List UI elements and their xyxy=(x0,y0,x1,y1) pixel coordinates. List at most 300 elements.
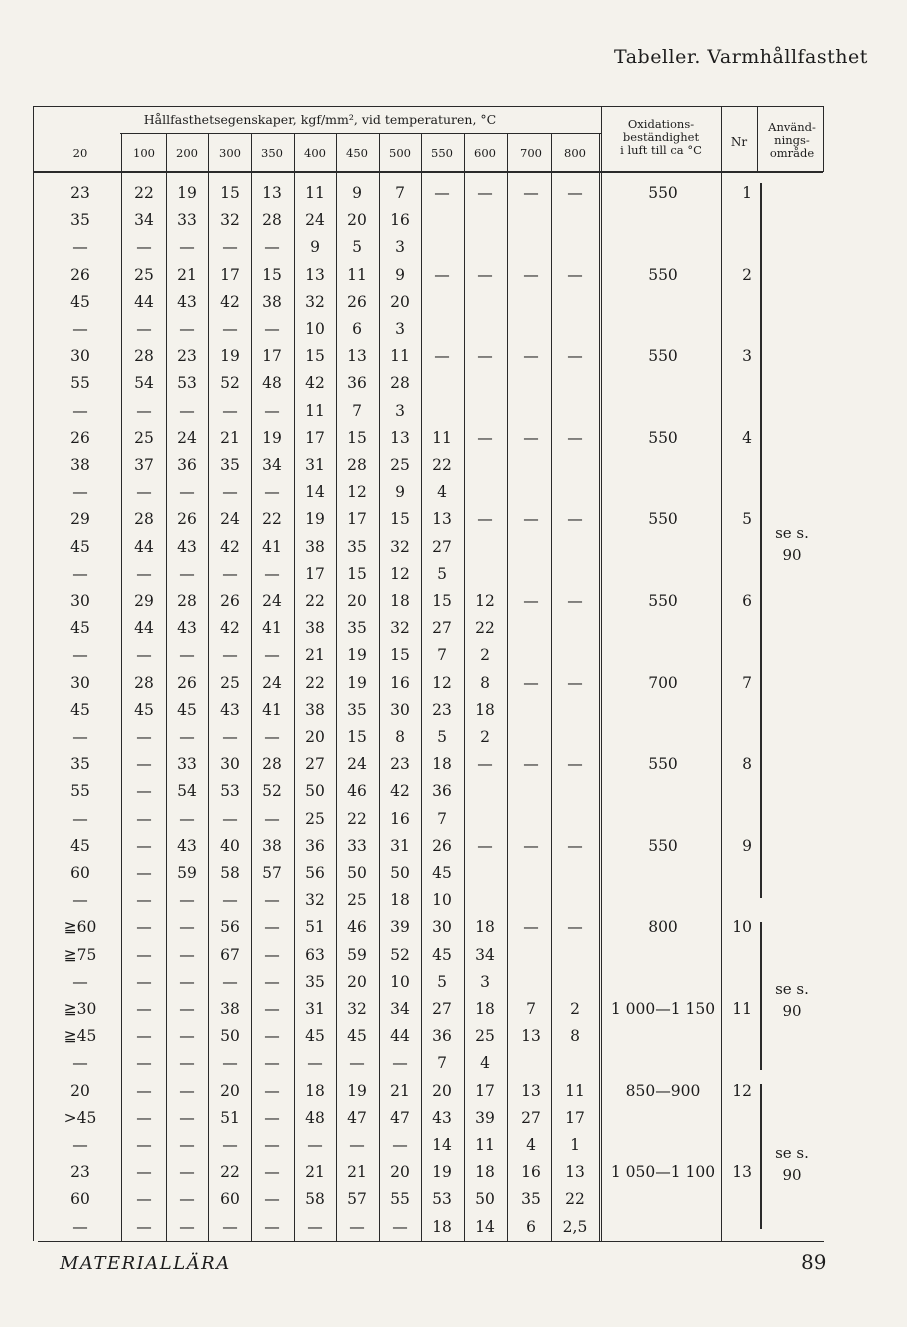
table-cell: 16 xyxy=(390,673,410,692)
table-cell: 11 xyxy=(390,347,410,366)
table-cell: 13 xyxy=(390,428,410,447)
table-cell: 25 xyxy=(220,673,240,692)
nr-right-rule xyxy=(757,106,758,172)
table-cell: 17 xyxy=(347,510,367,529)
table-cell: 31 xyxy=(390,836,410,855)
table-cell: — xyxy=(523,592,539,610)
use-area-brace xyxy=(760,1084,762,1229)
table-cell: 34 xyxy=(390,1000,410,1018)
oxidation-value: 550 xyxy=(648,265,678,284)
table-cell: — xyxy=(136,564,152,583)
table-cell: 28 xyxy=(347,456,367,474)
table-cell: 13 xyxy=(521,1081,541,1100)
table-cell: 32 xyxy=(390,537,410,556)
table-cell: 28 xyxy=(390,374,410,393)
table-cell: — xyxy=(179,891,195,910)
use-note-page: 90 xyxy=(782,1002,802,1020)
table-cell: 20 xyxy=(305,728,325,746)
group-header: Hållfasthetsegenskaper, kgf/mm², vid temperaturen, °C xyxy=(143,112,497,127)
table-cell: — xyxy=(392,1136,408,1154)
temperature-subheader-rule xyxy=(120,133,601,134)
table-cell: 56 xyxy=(305,864,325,882)
table-cell: — xyxy=(264,728,280,746)
right-border xyxy=(823,106,824,172)
table-cell: 20 xyxy=(347,211,367,230)
table-cell: — xyxy=(567,347,583,366)
table-cell: 2,5 xyxy=(562,1217,588,1236)
table-cell: 38 xyxy=(262,292,282,311)
oxidation-value: 550 xyxy=(648,428,678,447)
table-cell: 42 xyxy=(220,537,240,556)
table-cell: 22 xyxy=(347,809,367,828)
table-cell: — xyxy=(179,1217,195,1236)
table-cell: 5 xyxy=(437,972,447,991)
table-cell: 21 xyxy=(390,1081,410,1100)
table-cell: — xyxy=(477,265,493,284)
table-cell: 22 xyxy=(305,673,325,692)
table-cell: — xyxy=(523,510,539,529)
table-cell: — xyxy=(136,483,152,502)
table-cell: 32 xyxy=(347,1000,367,1018)
table-cell: 25 xyxy=(475,1027,495,1046)
table-cell: 22 xyxy=(305,592,325,610)
table-cell: — xyxy=(179,1136,195,1154)
table-cell: — xyxy=(222,320,238,338)
table-cell: — xyxy=(349,1217,365,1236)
table-cell: 11 xyxy=(305,184,325,202)
table-cell: 17 xyxy=(565,1108,585,1127)
table-cell: 52 xyxy=(390,945,410,964)
table-cell: 16 xyxy=(390,211,410,230)
table-cell: 28 xyxy=(134,673,154,692)
table-cell: 40 xyxy=(220,836,240,855)
table-cell: — xyxy=(222,972,238,991)
table-cell: 18 xyxy=(390,891,410,910)
table-cell: 45 xyxy=(177,700,197,719)
table-cell: 20 xyxy=(390,292,410,311)
table-cell: 45 xyxy=(70,537,90,556)
table-cell: 42 xyxy=(220,292,240,311)
table-cell: 47 xyxy=(390,1108,410,1127)
table-cell: 7 xyxy=(437,809,447,828)
table-cell: 36 xyxy=(432,782,452,801)
table-cell: — xyxy=(264,972,280,991)
row-number: 1 xyxy=(742,184,752,202)
table-cell: — xyxy=(222,483,238,502)
table-cell: 42 xyxy=(390,782,410,801)
table-cell: 43 xyxy=(220,700,240,719)
table-cell: 15 xyxy=(220,184,240,202)
table-cell: 28 xyxy=(134,347,154,366)
table-cell: — xyxy=(179,564,195,583)
table-cell: — xyxy=(477,510,493,529)
use-area-brace xyxy=(760,922,762,1070)
table-cell: 44 xyxy=(134,292,154,311)
page-number: 89 xyxy=(801,1250,827,1274)
table-cell: 17 xyxy=(475,1081,495,1100)
row-number: 13 xyxy=(732,1163,752,1182)
table-cell: 9 xyxy=(310,238,320,257)
table-cell: 22 xyxy=(220,1163,240,1182)
table-cell: 38 xyxy=(70,456,90,474)
table-cell: 5 xyxy=(352,238,362,257)
table-cell: 50 xyxy=(475,1190,495,1209)
table-cell: — xyxy=(264,1108,280,1127)
oxidation-header xyxy=(603,118,719,157)
table-cell: 30 xyxy=(432,918,452,937)
table-cell: 16 xyxy=(521,1163,541,1182)
table-cell: 43 xyxy=(177,292,197,311)
table-cell: — xyxy=(523,428,539,447)
table-cell: 26 xyxy=(347,292,367,311)
table-top-rule xyxy=(33,106,823,107)
oxidation-value: 1 050—1 100 xyxy=(610,1163,716,1182)
table-cell: 37 xyxy=(134,456,154,474)
table-cell: 45 xyxy=(70,292,90,311)
table-cell: 22 xyxy=(262,510,282,529)
table-cell: 4 xyxy=(480,1054,490,1073)
table-cell: — xyxy=(136,918,152,937)
table-cell: — xyxy=(434,265,450,284)
table-cell: 3 xyxy=(480,972,490,991)
table-cell: 15 xyxy=(390,646,410,665)
table-cell: 25 xyxy=(347,891,367,910)
table-cell: — xyxy=(136,1163,152,1182)
table-cell: — xyxy=(136,782,152,801)
table-cell: 26 xyxy=(177,673,197,692)
nr-header: Nr xyxy=(730,135,748,149)
table-cell: — xyxy=(349,1136,365,1154)
table-cell: — xyxy=(72,972,88,991)
table-cell: 20 xyxy=(432,1081,452,1100)
table-cell: — xyxy=(179,320,195,338)
table-cell: — xyxy=(434,347,450,366)
table-cell: 3 xyxy=(395,238,405,257)
table-cell: — xyxy=(264,1136,280,1154)
table-cell: 11 xyxy=(305,401,325,420)
table-cell: 24 xyxy=(347,755,367,774)
table-cell: 9 xyxy=(352,184,362,202)
table-cell: — xyxy=(477,755,493,774)
table-cell: 17 xyxy=(220,265,240,284)
table-cell: 45 xyxy=(432,864,452,882)
table-cell: 44 xyxy=(390,1027,410,1046)
table-cell: 21 xyxy=(305,1163,325,1182)
table-cell: — xyxy=(72,483,88,502)
row-number: 3 xyxy=(742,347,752,366)
table-cell: 38 xyxy=(305,619,325,638)
table-cell: 30 xyxy=(70,347,90,366)
table-cell: 60 xyxy=(220,1190,240,1209)
table-cell: 45 xyxy=(432,945,452,964)
table-cell: 36 xyxy=(177,456,197,474)
table-cell: 20 xyxy=(390,1163,410,1182)
use-area-note xyxy=(764,1142,820,1186)
table-cell: — xyxy=(179,1081,195,1100)
table-cell: 10 xyxy=(390,972,410,991)
table-cell: 11 xyxy=(475,1136,495,1154)
table-cell: 27 xyxy=(432,537,452,556)
table-cell: — xyxy=(179,972,195,991)
table-cell: 38 xyxy=(305,700,325,719)
table-cell: 57 xyxy=(262,864,282,882)
table-cell: — xyxy=(392,1054,408,1073)
table-cell: 15 xyxy=(347,728,367,746)
table-cell: 26 xyxy=(177,510,197,529)
table-cell: 60 xyxy=(70,1190,90,1209)
table-cell: — xyxy=(136,646,152,665)
table-cell: ≧75 xyxy=(63,945,97,964)
table-cell: — xyxy=(136,836,152,855)
table-cell: 27 xyxy=(521,1108,541,1127)
table-cell: — xyxy=(222,891,238,910)
table-cell: 35 xyxy=(70,755,90,774)
table-cell: 58 xyxy=(220,864,240,882)
table-cell: 6 xyxy=(352,320,362,338)
table-cell: 58 xyxy=(305,1190,325,1209)
table-cell: 8 xyxy=(570,1027,580,1046)
oxidation-value: 1 000—1 150 xyxy=(610,1000,716,1018)
table-cell: — xyxy=(222,728,238,746)
row-number: 5 xyxy=(742,510,752,529)
table-bottom-rule xyxy=(38,1241,824,1242)
table-cell: — xyxy=(264,1163,280,1182)
table-cell: 35 xyxy=(347,619,367,638)
table-cell: 57 xyxy=(347,1190,367,1209)
table-cell: 7 xyxy=(437,1054,447,1073)
table-cell: 11 xyxy=(432,428,452,447)
table-cell: 19 xyxy=(347,646,367,665)
table-cell: 22 xyxy=(432,456,452,474)
table-cell: — xyxy=(264,809,280,828)
table-cell: — xyxy=(264,1054,280,1073)
table-cell: 45 xyxy=(70,619,90,638)
table-cell: — xyxy=(264,1217,280,1236)
column-rule-11 xyxy=(599,133,600,1241)
table-cell: 59 xyxy=(347,945,367,964)
table-cell: — xyxy=(264,483,280,502)
table-cell: — xyxy=(567,510,583,529)
table-cell: 2 xyxy=(480,728,490,746)
table-cell: 34 xyxy=(475,945,495,964)
table-cell: — xyxy=(264,891,280,910)
table-cell: 18 xyxy=(475,1163,495,1182)
table-cell: 33 xyxy=(177,211,197,230)
table-cell: — xyxy=(264,646,280,665)
table-cell: 18 xyxy=(432,755,452,774)
oxidation-header-line-3: i luft till ca °C xyxy=(620,143,702,157)
table-cell: 21 xyxy=(177,265,197,284)
temperature-header: 800 xyxy=(564,146,586,160)
row-number: 11 xyxy=(732,1000,752,1018)
use-note-text: se s. xyxy=(775,1144,809,1162)
table-cell: 28 xyxy=(134,510,154,529)
table-cell: 15 xyxy=(432,592,452,610)
table-cell: ≧60 xyxy=(63,918,97,937)
table-cell: — xyxy=(136,1190,152,1209)
table-cell: 18 xyxy=(390,592,410,610)
table-cell: 50 xyxy=(347,864,367,882)
table-cell: 32 xyxy=(220,211,240,230)
temperature-header: 200 xyxy=(176,146,198,160)
table-cell: — xyxy=(136,320,152,338)
oxidation-value: 700 xyxy=(648,673,678,692)
table-cell: 23 xyxy=(70,1163,90,1182)
table-cell: — xyxy=(136,1000,152,1018)
table-cell: 23 xyxy=(70,184,90,202)
table-cell: — xyxy=(222,564,238,583)
table-cell: — xyxy=(179,238,195,257)
table-cell: ≧30 xyxy=(63,1000,97,1018)
table-cell: — xyxy=(179,401,195,420)
row-number: 10 xyxy=(732,918,752,937)
table-cell: 6 xyxy=(526,1217,536,1236)
table-cell: — xyxy=(72,728,88,746)
table-cell: 52 xyxy=(220,374,240,393)
table-cell: 29 xyxy=(70,510,90,529)
table-cell: 36 xyxy=(305,836,325,855)
table-cell: — xyxy=(179,483,195,502)
table-cell: 38 xyxy=(305,537,325,556)
table-cell: 28 xyxy=(262,211,282,230)
table-cell: 38 xyxy=(220,1000,240,1018)
table-cell: — xyxy=(307,1054,323,1073)
table-cell: 35 xyxy=(521,1190,541,1209)
table-cell: — xyxy=(523,265,539,284)
table-cell: 47 xyxy=(347,1108,367,1127)
table-cell: — xyxy=(179,1163,195,1182)
table-cell: 50 xyxy=(305,782,325,801)
oxidation-value: 550 xyxy=(648,347,678,366)
table-cell: — xyxy=(264,1081,280,1100)
table-cell: 24 xyxy=(262,592,282,610)
table-cell: — xyxy=(136,728,152,746)
table-cell: — xyxy=(136,1108,152,1127)
table-cell: 1 xyxy=(570,1136,580,1154)
table-cell: 41 xyxy=(262,537,282,556)
temperature-header: 100 xyxy=(133,146,155,160)
table-cell: 4 xyxy=(526,1136,536,1154)
table-cell: 15 xyxy=(390,510,410,529)
use-note-page: 90 xyxy=(782,1166,802,1184)
table-cell: 23 xyxy=(432,700,452,719)
table-cell: 9 xyxy=(395,265,405,284)
table-cell: 52 xyxy=(262,782,282,801)
table-cell: — xyxy=(222,1217,238,1236)
row-number: 7 xyxy=(742,673,752,692)
table-cell: 36 xyxy=(347,374,367,393)
table-cell: 30 xyxy=(390,700,410,719)
table-cell: 19 xyxy=(305,510,325,529)
table-cell: 10 xyxy=(432,891,452,910)
table-cell: — xyxy=(136,1136,152,1154)
table-cell: 8 xyxy=(480,673,490,692)
table-cell: 43 xyxy=(177,619,197,638)
table-cell: — xyxy=(136,238,152,257)
table-cell: 24 xyxy=(177,428,197,447)
table-cell: 54 xyxy=(134,374,154,393)
table-cell: 15 xyxy=(262,265,282,284)
table-cell: — xyxy=(136,1081,152,1100)
table-cell: — xyxy=(264,564,280,583)
table-cell: — xyxy=(179,1027,195,1046)
row-number: 6 xyxy=(742,592,752,610)
table-cell: — xyxy=(72,1054,88,1073)
table-cell: — xyxy=(72,401,88,420)
temperature-header: 600 xyxy=(474,146,496,160)
table-cell: 32 xyxy=(305,891,325,910)
use-note-text: se s. xyxy=(775,524,809,542)
table-cell: 24 xyxy=(262,673,282,692)
table-header-rule xyxy=(33,171,823,173)
row-number: 9 xyxy=(742,836,752,855)
table-cell: 28 xyxy=(262,755,282,774)
use-header-line-2: nings- xyxy=(774,133,810,147)
oxidation-header-line-1: Oxidations- xyxy=(627,117,695,131)
table-cell: 20 xyxy=(347,972,367,991)
table-cell: 20 xyxy=(70,1081,90,1100)
table-cell: 10 xyxy=(305,320,325,338)
table-cell: — xyxy=(136,891,152,910)
table-cell: 7 xyxy=(526,1000,536,1018)
table-cell: — xyxy=(179,1190,195,1209)
temperature-header: 350 xyxy=(261,146,283,160)
row-number: 8 xyxy=(742,755,752,774)
table-cell: — xyxy=(179,1108,195,1127)
table-cell: 45 xyxy=(70,700,90,719)
table-cell: 45 xyxy=(305,1027,325,1046)
column-rule-9 xyxy=(507,133,508,1241)
table-cell: 15 xyxy=(347,564,367,583)
table-cell: — xyxy=(477,347,493,366)
table-cell: 59 xyxy=(177,864,197,882)
table-cell: 41 xyxy=(262,619,282,638)
table-cell: — xyxy=(477,184,493,202)
table-cell: >45 xyxy=(63,1108,97,1127)
table-cell: — xyxy=(567,184,583,202)
footer-title: MATERIALLÄRA xyxy=(60,1253,231,1274)
table-cell: 50 xyxy=(220,1027,240,1046)
oxidation-value: 550 xyxy=(648,592,678,610)
table-cell: 22 xyxy=(134,184,154,202)
table-cell: 9 xyxy=(395,483,405,502)
table-cell: — xyxy=(264,401,280,420)
table-cell: — xyxy=(222,401,238,420)
table-cell: — xyxy=(179,809,195,828)
table-cell: — xyxy=(72,1217,88,1236)
table-cell: — xyxy=(179,728,195,746)
table-cell: 55 xyxy=(70,374,90,393)
table-cell: 13 xyxy=(565,1163,585,1182)
table-cell: — xyxy=(567,265,583,284)
table-cell: 29 xyxy=(134,592,154,610)
table-cell: 32 xyxy=(305,292,325,311)
table-cell: 19 xyxy=(262,428,282,447)
table-cell: 53 xyxy=(432,1190,452,1209)
table-cell: 18 xyxy=(305,1081,325,1100)
table-cell: 8 xyxy=(395,728,405,746)
table-cell: — xyxy=(567,755,583,774)
table-cell: 43 xyxy=(177,836,197,855)
table-cell: 13 xyxy=(432,510,452,529)
table-cell: 34 xyxy=(262,456,282,474)
table-cell: — xyxy=(264,1000,280,1018)
table-cell: ≧45 xyxy=(63,1027,97,1046)
temperature-header: 300 xyxy=(219,146,241,160)
table-cell: — xyxy=(136,1217,152,1236)
table-cell: 27 xyxy=(432,1000,452,1018)
table-cell: 43 xyxy=(177,537,197,556)
